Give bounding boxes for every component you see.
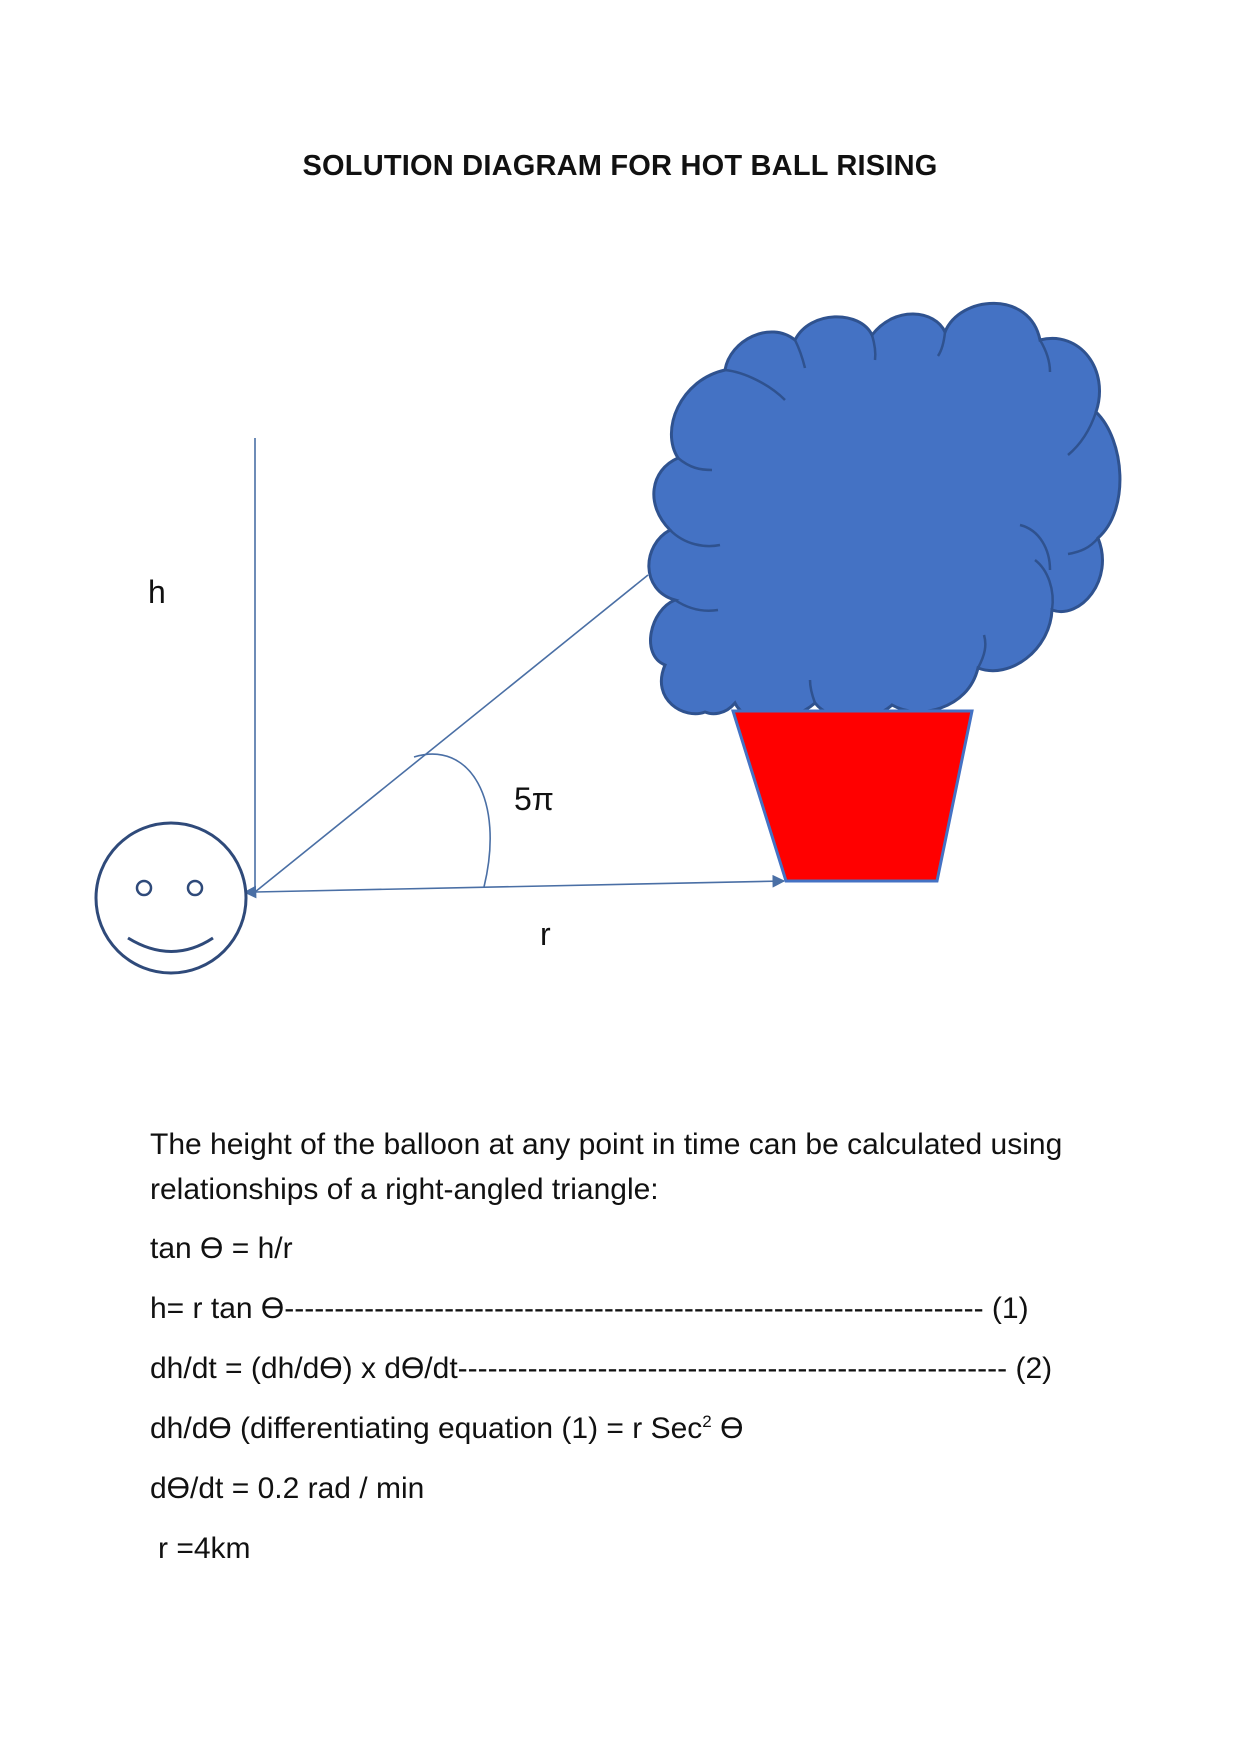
equation-1: h= r tan Ө---------------------------------------------------------------------- (1) — [150, 1292, 1029, 1325]
page-title: SOLUTION DIAGRAM FOR HOT BALL RISING — [302, 150, 938, 182]
equation-3-prefix: dh/dӨ (differentiating equation (1) = r Sec — [150, 1412, 703, 1445]
equation-3-superscript: 2 — [702, 1412, 712, 1431]
explanation-text — [150, 1122, 1110, 1586]
smiley-face-icon — [96, 823, 246, 973]
distance-arrow — [255, 881, 784, 892]
equation-3 — [150, 1406, 1110, 1451]
equation-tan: tan Ө = h/r — [150, 1232, 293, 1265]
equation-2: dh/dt = (dh/dӨ) x dӨ/dt------------------------------------------------------- (2) — [150, 1352, 1053, 1385]
line-of-sight — [255, 575, 648, 892]
angle-arc — [414, 754, 490, 887]
balloon-cloud-icon — [649, 303, 1120, 719]
label-angle: 5π — [514, 781, 554, 817]
intro-paragraph: The height of the balloon at any point in time can be calculated using relationships of a right-angled triangle: — [150, 1128, 1063, 1206]
balloon-basket-icon — [733, 711, 972, 881]
equation-5: r =4km — [158, 1532, 251, 1565]
label-h: h — [148, 574, 166, 610]
label-r: r — [540, 916, 551, 952]
equation-4: dӨ/dt = 0.2 rad / min — [150, 1472, 425, 1505]
equation-3-suffix: Ө — [711, 1412, 744, 1445]
